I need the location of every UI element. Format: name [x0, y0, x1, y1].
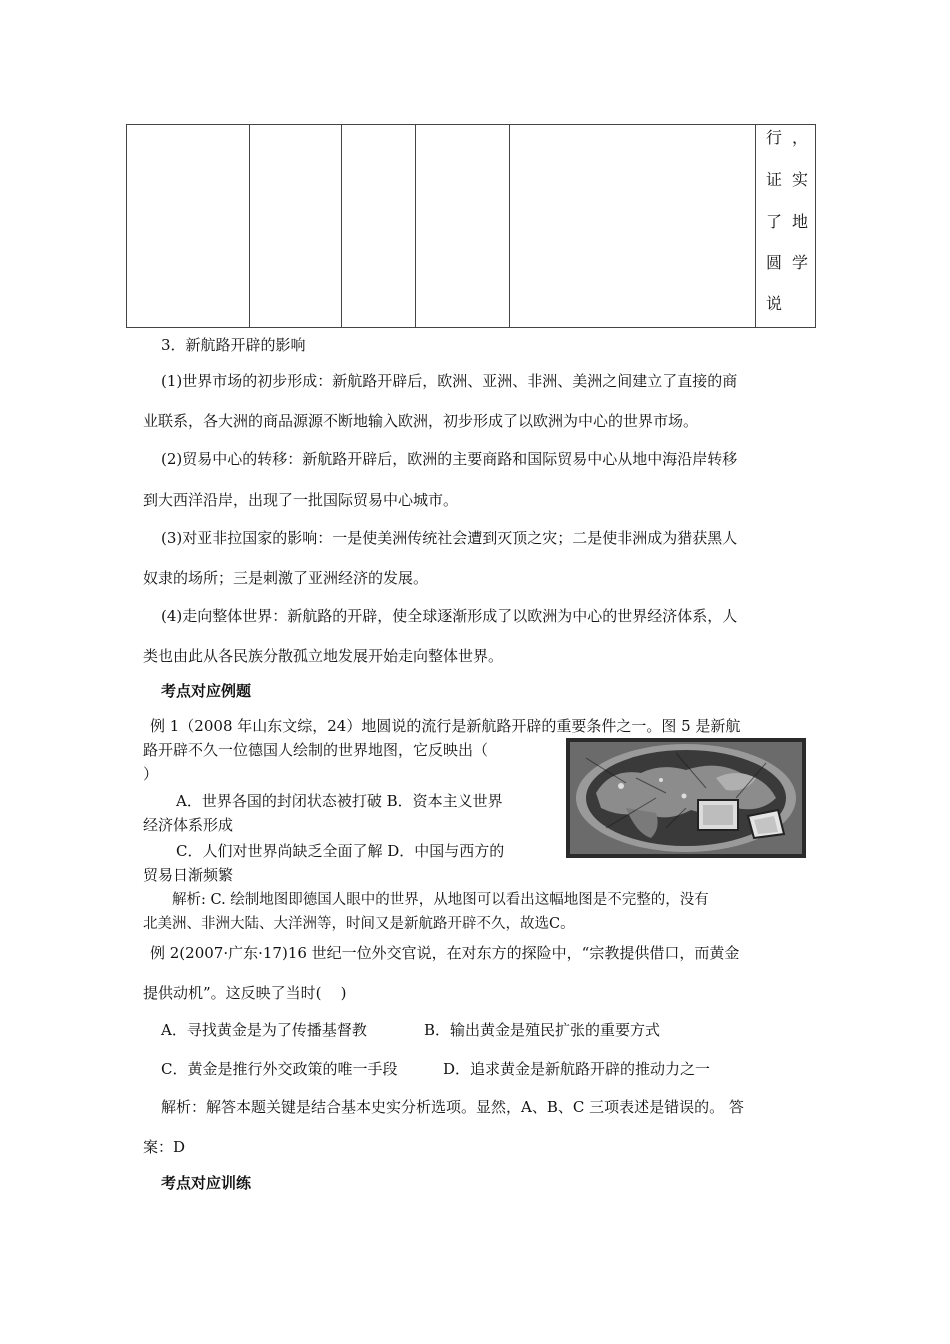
cell-char: 地	[792, 212, 809, 231]
paragraph-line: (3)对亚非拉国家的影响：一是使美洲传统社会遭到灭顶之灾；二是使非洲成为猎获黑人	[161, 529, 738, 547]
example2-line: 例 2(2007·广东·17)16 世纪一位外交官说，在对东方的探险中，“宗教提供借口，而黄金	[150, 944, 740, 962]
example1-analysis: 北美洲、非洲大陆、大洋洲等，时间又是新航路开辟不久，故选C。	[143, 916, 575, 932]
cell-char: 学	[792, 253, 809, 272]
world-map-image	[566, 738, 806, 858]
table-column-divider	[415, 125, 416, 327]
cell-char: 行	[766, 128, 783, 147]
cell-char: 了	[766, 212, 783, 231]
table-fragment	[126, 124, 816, 328]
example1-line: ）	[143, 765, 159, 783]
paragraph-line: 类也由此从各民族分散孤立地发展开始走向整体世界。	[143, 647, 504, 665]
example1-line: 例 1（2008 年山东文综，24）地圆说的流行是新航路开辟的重要条件之一。图 5 是新航	[150, 717, 741, 735]
table-column-divider	[755, 125, 756, 327]
example1-option: C．人们对世界尚缺乏全面了解 D．中国与西方的	[176, 842, 505, 860]
paragraph-line: 业联系，各大洲的商品源源不断地输入欧洲，初步形成了以欧洲为中心的世界市场。	[143, 412, 699, 430]
example2-option: D．追求黄金是新航路开辟的推动力之一	[443, 1060, 711, 1078]
cell-char: 实	[792, 170, 809, 189]
example2-analysis: 案：D	[143, 1138, 186, 1156]
example1-option: 经济体系形成	[143, 816, 234, 834]
cell-char: 说	[766, 294, 783, 313]
table-column-divider	[341, 125, 342, 327]
paragraph-line: (4)走向整体世界：新航路的开辟，使全球逐渐形成了以欧洲为中心的世界经济体系，人	[161, 607, 738, 625]
table-column-divider	[249, 125, 250, 327]
example2-line: 提供动机”。这反映了当时( )	[143, 984, 347, 1002]
example2-option: C．黄金是推行外交政策的唯一手段	[161, 1060, 398, 1078]
cell-char: 证	[766, 170, 783, 189]
paragraph-line: (2)贸易中心的转移：新航路开辟后，欧洲的主要商路和国际贸易中心从地中海沿岸转移	[161, 450, 738, 468]
example2-analysis: 解析：解答本题关键是结合基本史实分析选项。显然，A、B、C 三项表述是错误的。 答	[161, 1098, 744, 1116]
example2-option: B．输出黄金是殖民扩张的重要方式	[424, 1021, 661, 1039]
table-column-divider	[509, 125, 510, 327]
paragraph-line: 到大西洋沿岸，出现了一批国际贸易中心城市。	[143, 491, 459, 509]
paragraph-line: 奴隶的场所；三是刺激了亚洲经济的发展。	[143, 569, 429, 587]
example1-option: A．世界各国的封闭状态被打破 B．资本主义世界	[176, 792, 503, 810]
examples-heading: 考点对应例题	[161, 682, 252, 700]
section-heading: 3．新航路开辟的影响	[161, 336, 306, 354]
example1-analysis: 解析: C. 绘制地图即德国人眼中的世界，从地图可以看出这幅地图是不完整的，没有	[172, 892, 709, 908]
training-heading: 考点对应训练	[161, 1174, 252, 1192]
example2-option: A．寻找黄金是为了传播基督教	[161, 1021, 367, 1039]
example1-option: 贸易日渐频繁	[143, 866, 234, 884]
cell-char: ，	[792, 128, 809, 147]
example1-line: 路开辟不久一位德国人绘制的世界地图，它反映出（	[143, 741, 489, 759]
paragraph-line: (1)世界市场的初步形成：新航路开辟后，欧洲、亚洲、非洲、美洲之间建立了直接的商	[161, 372, 738, 390]
cell-char: 圆	[766, 253, 783, 272]
